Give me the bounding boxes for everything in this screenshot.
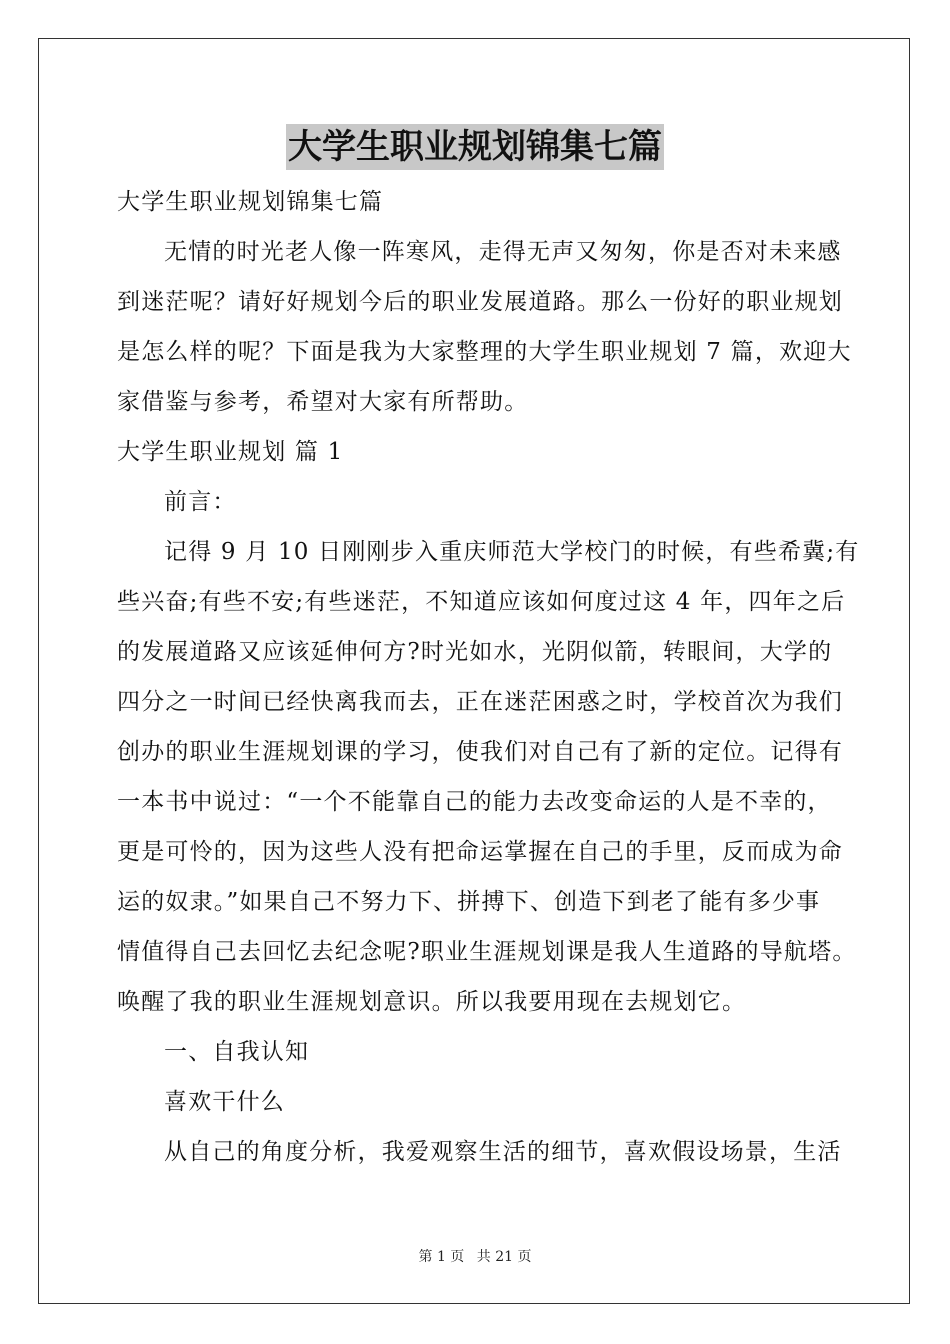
- text-line: 是怎么样的呢？下面是我为大家整理的大学生职业规划 7 篇，欢迎大: [117, 339, 852, 365]
- page-number: 第 1 页: [418, 1249, 465, 1265]
- title-container: [0, 124, 950, 170]
- text-line: 情值得自己去回忆去纪念呢?职业生涯规划课是我人生道路的导航塔。: [117, 939, 857, 965]
- text-line: 记得 9 月 10 日刚刚步入重庆师范大学校门的时候，有些希冀;有: [164, 539, 860, 565]
- text-line: 四分之一时间已经快离我而去，正在迷茫困惑之时，学校首次为我们: [117, 689, 843, 715]
- text-line: 运的奴隶。”如果自己不努力下、拼搏下、创造下到老了能有多少事: [117, 889, 821, 915]
- text-line: 更是可怜的，因为这些人没有把命运掌握在自己的手里，反而成为命: [117, 839, 843, 865]
- document-body: [117, 177, 860, 1177]
- text-line: 些兴奋;有些不安;有些迷茫，不知道应该如何度过这 4 年，四年之后: [117, 589, 846, 615]
- text-line: 到迷茫呢？请好好规划今后的职业发展道路。那么一份好的职业规划: [117, 289, 843, 315]
- document-title: 大学生职业规划锦集七篇: [286, 124, 664, 170]
- page-total: 共 21 页: [476, 1249, 532, 1265]
- text-line: 唤醒了我的职业生涯规划意识。所以我要用现在去规划它。: [117, 989, 747, 1015]
- page-footer: [0, 1247, 950, 1267]
- text-line: 前言：: [164, 489, 237, 515]
- text-line: 家借鉴与参考，希望对大家有所帮助。: [117, 389, 529, 415]
- text-line: 创办的职业生涯规划课的学习，使我们对自己有了新的定位。记得有: [117, 739, 843, 765]
- text-line: 大学生职业规划锦集七篇: [117, 189, 384, 215]
- text-line: 喜欢干什么: [164, 1089, 285, 1115]
- text-line: 一本书中说过：“一个不能靠自己的能力去改变命运的人是不幸的，: [117, 789, 832, 815]
- text-line: 一、自我认知: [164, 1039, 310, 1065]
- text-line: 的发展道路又应该延伸何方?时光如水，光阴似箭，转眼间，大学的: [117, 639, 833, 665]
- text-line: 从自己的角度分析，我爱观察生活的细节，喜欢假设场景，生活: [164, 1139, 842, 1165]
- text-line: 无情的时光老人像一阵寒风，走得无声又匆匆，你是否对未来感: [164, 239, 842, 265]
- text-line: 大学生职业规划 篇 1: [117, 439, 344, 465]
